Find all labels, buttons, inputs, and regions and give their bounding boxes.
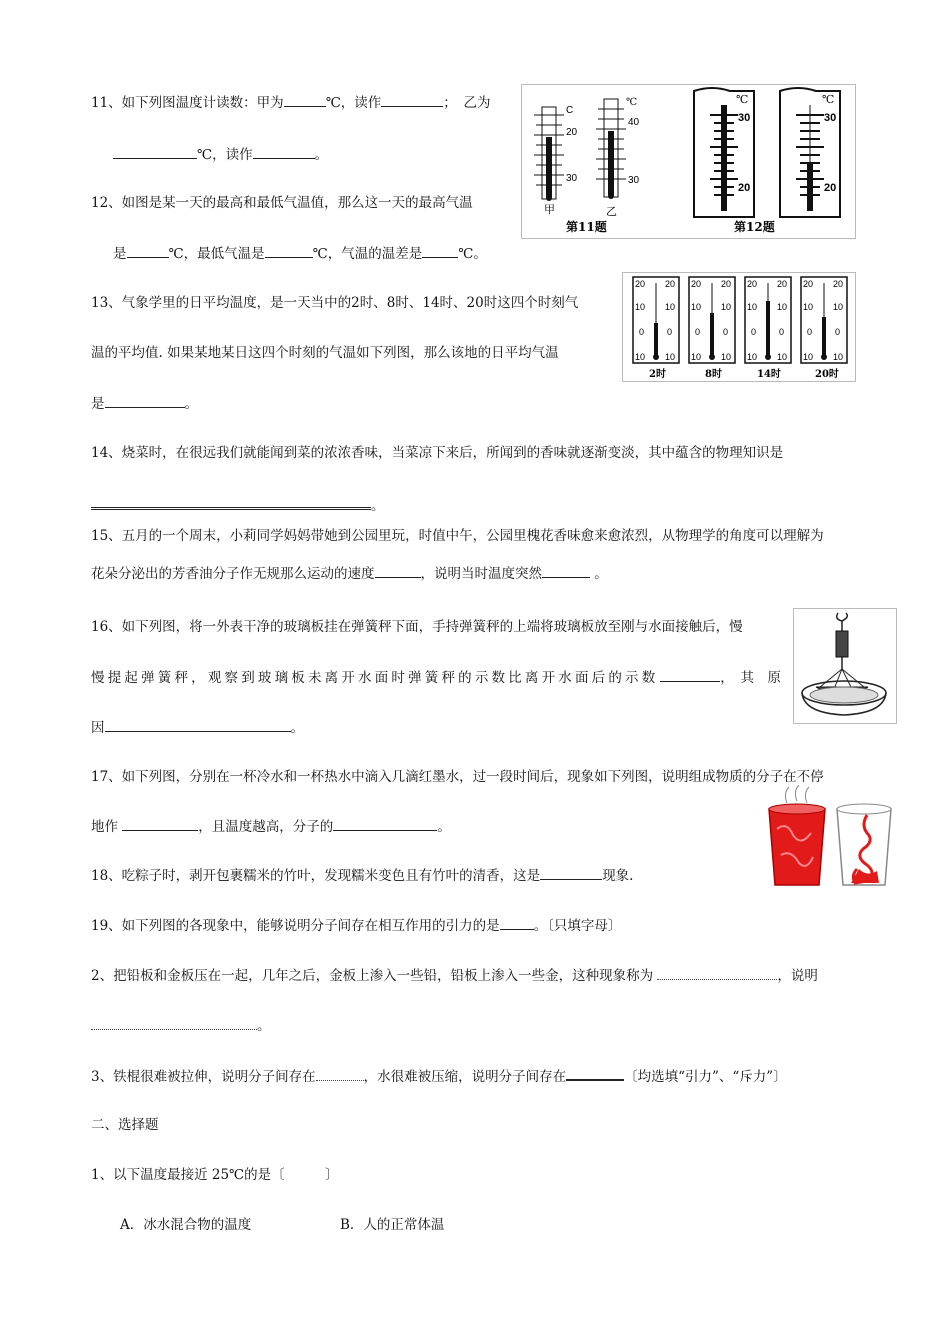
t20-bot-r: 10 bbox=[833, 352, 844, 362]
q11-blank-3[interactable] bbox=[113, 145, 197, 159]
q2-text-b: ，说明 bbox=[777, 968, 818, 984]
figure-q17-red-ink-cups bbox=[763, 785, 896, 889]
choice-q1-option-b[interactable] bbox=[340, 1216, 444, 1234]
choice-q1-a-text: A．冰水混合物的温度 bbox=[120, 1217, 252, 1233]
q14-line2 bbox=[91, 494, 385, 515]
q11-blank-1[interactable] bbox=[284, 93, 326, 107]
section-2-title: 二、选择题 bbox=[91, 1117, 159, 1133]
q13-text-a: 13、气象学里的日平均温度，是一天当中的2时、8时、14时、20时这四个时刻气 bbox=[91, 295, 579, 311]
t8-mid-l: 10 bbox=[691, 302, 702, 312]
t8-zero-r: 0 bbox=[723, 327, 729, 337]
q2-line1 bbox=[91, 966, 818, 985]
q16-line1 bbox=[91, 618, 743, 636]
t8-top-l: 20 bbox=[691, 279, 702, 289]
q11-text-c: ； 乙为 bbox=[443, 95, 491, 111]
q19-text-b: 。〔只填字母〕 bbox=[533, 918, 622, 934]
q16-char: 未 bbox=[307, 670, 322, 686]
q3-blank-1[interactable] bbox=[316, 1067, 364, 1081]
t2-top-r: 20 bbox=[665, 279, 676, 289]
q3-blank-2[interactable] bbox=[566, 1066, 624, 1081]
q17-text-b: 地作 bbox=[91, 819, 118, 835]
thermometer-min bbox=[780, 88, 840, 217]
tick-max-1: 30 bbox=[738, 112, 751, 124]
t8-top-r: 20 bbox=[721, 279, 732, 289]
q16-text-a: 16、如下列图，将一外表干净的玻璃板挂在弹簧秤下面，手持弹簧秤的上端将玻璃板放至刚与水面接触后，慢 bbox=[91, 619, 743, 635]
q16-char: 水 bbox=[358, 670, 372, 686]
thermometer-jia bbox=[534, 105, 578, 216]
q16-char: 弹 bbox=[141, 670, 155, 686]
q16-line3 bbox=[91, 718, 304, 737]
q16-char: 的 bbox=[458, 670, 472, 686]
q16-char: 比 bbox=[508, 670, 522, 686]
q13-line3 bbox=[91, 394, 198, 413]
t20-bot-l: 10 bbox=[803, 352, 814, 362]
q15-blank-2[interactable] bbox=[542, 564, 590, 578]
q18-blank-1[interactable] bbox=[540, 866, 602, 880]
t20-zero-l: 0 bbox=[807, 327, 813, 337]
t20-mid-l: 10 bbox=[803, 302, 814, 312]
q11-line2 bbox=[113, 145, 328, 164]
q12-line2 bbox=[113, 244, 487, 263]
choice-q1-line bbox=[91, 1166, 339, 1184]
hot-water-cup bbox=[769, 785, 825, 885]
q12-blank-1[interactable] bbox=[127, 244, 169, 258]
q16-char: ， bbox=[191, 670, 205, 686]
q16-char: 玻 bbox=[257, 670, 272, 686]
q16-text-c: ， 其 原 bbox=[720, 670, 781, 686]
q3-line1 bbox=[91, 1066, 787, 1086]
q18-text-b: 现象. bbox=[602, 868, 634, 884]
t14-zero-r: 0 bbox=[779, 327, 785, 337]
tick-yi-1: 40 bbox=[628, 117, 640, 128]
unit-max: ℃ bbox=[736, 93, 749, 106]
label-jia: 甲 bbox=[544, 203, 555, 216]
q17-blank-2[interactable] bbox=[333, 817, 437, 831]
time-20h: 20时 bbox=[815, 369, 839, 380]
q12-line1 bbox=[91, 194, 473, 212]
q3-text-c: 〔均选填“引力”、“斥力”〕 bbox=[624, 1069, 787, 1085]
thermo-8h bbox=[689, 277, 735, 363]
figure-q16-spring-scale bbox=[793, 608, 897, 724]
q16-char: 簧 bbox=[424, 670, 439, 686]
t14-bot-l: 10 bbox=[747, 352, 758, 362]
q16-char: 后 bbox=[591, 670, 606, 686]
q11-text-a: 11、如下列图温度计读数：甲为 bbox=[91, 95, 284, 111]
q16-blank-1[interactable] bbox=[660, 668, 721, 682]
q16-char: 水 bbox=[558, 670, 572, 686]
q2-line2 bbox=[91, 1016, 271, 1035]
q16-char: 数 bbox=[491, 670, 505, 686]
q16-char: 开 bbox=[541, 670, 556, 686]
t14-zero-l: 0 bbox=[751, 327, 757, 337]
thermometer-max bbox=[694, 88, 754, 217]
q12-blank-2[interactable] bbox=[265, 244, 313, 258]
t20-top-r: 20 bbox=[833, 279, 844, 289]
q16-char: 秤 bbox=[174, 670, 188, 686]
t14-top-r: 20 bbox=[777, 279, 788, 289]
q16-char: 观 bbox=[207, 670, 222, 686]
q16-char: 时 bbox=[391, 670, 405, 686]
q16-char: 簧 bbox=[157, 670, 172, 686]
unit-jia: C bbox=[566, 105, 574, 116]
q17-text-d: 。 bbox=[437, 819, 451, 835]
q11-text-b: ℃，读作 bbox=[325, 95, 382, 111]
tick-min-1: 30 bbox=[824, 112, 837, 124]
tick-jia-2: 30 bbox=[566, 173, 578, 184]
q12-text-d: ℃，气温的温差是 bbox=[312, 246, 423, 262]
q3-text-a: 3、铁棍很难被拉伸，说明分子间存在 bbox=[91, 1069, 316, 1085]
q12-text-b: 是 bbox=[113, 246, 127, 262]
unit-min: ℃ bbox=[822, 93, 835, 106]
q19-line1 bbox=[91, 916, 621, 935]
section-2-heading bbox=[91, 1116, 159, 1134]
q17-text-c: ，且温度越高，分子的 bbox=[198, 819, 334, 835]
label-yi: 乙 bbox=[606, 205, 617, 218]
t8-bot-l: 10 bbox=[691, 352, 702, 362]
q17-line1 bbox=[91, 768, 824, 786]
q11-text-d: ℃，读作 bbox=[197, 147, 253, 163]
q16-char: 到 bbox=[241, 670, 255, 686]
q14-line1 bbox=[91, 444, 783, 462]
q13-line1 bbox=[91, 294, 578, 312]
q16-char: 面 bbox=[574, 670, 589, 686]
q17-text-a: 17、如下列图，分别在一杯冷水和一杯热水中滴入几滴红墨水，过一段时间后，现象如下列图，说明组成物质的分子在不停 bbox=[91, 769, 824, 785]
q16-char: 数 bbox=[641, 670, 656, 686]
q16-text-e: 。 bbox=[290, 720, 304, 736]
q16-char: 板 bbox=[291, 670, 305, 686]
t2-zero-r: 0 bbox=[667, 327, 673, 337]
q2-blank-2[interactable] bbox=[91, 1016, 257, 1030]
q3-text-b: ，水很难被压缩，说明分子间存在 bbox=[363, 1069, 567, 1085]
t8-mid-r: 10 bbox=[721, 302, 732, 312]
cold-water-cup bbox=[837, 804, 891, 885]
q16-char: 提 bbox=[107, 670, 122, 686]
q18-text-a: 18、吃粽子时，剥开包裹糯米的竹叶，发现糯米变色且有竹叶的清香，这是 bbox=[91, 868, 541, 884]
t14-bot-r: 10 bbox=[777, 352, 788, 362]
q11-blank-4[interactable] bbox=[253, 145, 315, 159]
q16-char: 慢 bbox=[91, 670, 105, 686]
thermometer-yi bbox=[596, 97, 640, 218]
q15-text-c: ，说明当时温度突然 bbox=[420, 566, 542, 582]
q16-char: 面 bbox=[374, 670, 389, 686]
t14-top-l: 20 bbox=[747, 279, 758, 289]
t8-zero-l: 0 bbox=[695, 327, 701, 337]
q16-line2 bbox=[91, 668, 781, 687]
tick-max-2: 20 bbox=[738, 182, 751, 194]
q11-line1 bbox=[91, 93, 491, 112]
t2-bot-r: 10 bbox=[665, 352, 676, 362]
q17-blank-1[interactable] bbox=[122, 817, 198, 831]
q13-blank-1[interactable] bbox=[105, 394, 185, 408]
choice-q1-text: 1、以下温度最接近 25℃的是〔 〕 bbox=[91, 1167, 339, 1183]
q13-text-b: 温的平均值. 如果某地某日这四个时刻的气温如下列图，那么该地的日平均气温 bbox=[91, 345, 559, 361]
choice-q1-b-text: B．人的正常体温 bbox=[340, 1217, 445, 1233]
t2-zero-l: 0 bbox=[639, 327, 645, 337]
q2-blank-1[interactable] bbox=[657, 966, 777, 980]
q12-text-c: ℃，最低气温是 bbox=[168, 246, 265, 262]
q17-line2 bbox=[91, 817, 451, 836]
q16-char: 示 bbox=[474, 670, 489, 686]
tick-jia-1: 20 bbox=[566, 127, 578, 138]
q16-char: 起 bbox=[124, 670, 138, 686]
tick-yi-2: 30 bbox=[628, 175, 640, 186]
q11-blank-2[interactable] bbox=[381, 93, 443, 107]
q13-text-c: 是 bbox=[91, 396, 105, 412]
q16-char: 示 bbox=[625, 670, 639, 686]
q16-blank-2[interactable] bbox=[105, 718, 291, 732]
t2-mid-r: 10 bbox=[665, 302, 676, 312]
caption-q12: 第12题 bbox=[734, 220, 775, 234]
q15-line1 bbox=[91, 527, 824, 545]
q12-text-a: 12、如图是某一天的最高和最低气温值，那么这一天的最高气温 bbox=[91, 195, 473, 211]
q12-blank-3[interactable] bbox=[422, 244, 458, 258]
t2-mid-l: 10 bbox=[635, 302, 646, 312]
q16-char: 开 bbox=[341, 670, 355, 686]
q14-text-a: 14、烧菜时，在很远我们就能闻到菜的浓浓香味，当菜凉下来后，所闻到的香味就逐渐变淡，其中蕴含的物理知识是 bbox=[91, 445, 784, 461]
q16-spread-text bbox=[91, 669, 656, 687]
q16-char: 的 bbox=[608, 670, 622, 686]
t14-mid-l: 10 bbox=[747, 302, 758, 312]
tick-min-2: 20 bbox=[824, 182, 837, 194]
q18-line1 bbox=[91, 866, 633, 885]
q16-char: 弹 bbox=[408, 670, 422, 686]
q16-char: 秤 bbox=[441, 670, 455, 686]
thermo-2h bbox=[633, 277, 679, 363]
t14-mid-r: 10 bbox=[777, 302, 788, 312]
figure-q11-q12 bbox=[521, 84, 856, 239]
time-8h: 8时 bbox=[705, 369, 722, 380]
thermo-20h bbox=[801, 277, 847, 363]
q19-text-a: 19、如下列图的各现象中，能够说明分子间存在相互作用的引力的是 bbox=[91, 918, 500, 934]
q11-text-e: 。 bbox=[314, 147, 329, 163]
t2-bot-l: 10 bbox=[635, 352, 646, 362]
unit-yi: ℃ bbox=[626, 97, 638, 108]
q2-text-c: 。 bbox=[257, 1018, 271, 1034]
q15-line2 bbox=[91, 564, 608, 583]
time-14h: 14时 bbox=[757, 369, 781, 380]
q15-text-b: 花朵分泌出的芳香油分子作无规那么运动的速度 bbox=[91, 566, 375, 582]
q12-text-e: ℃。 bbox=[458, 246, 487, 262]
q19-blank-1[interactable] bbox=[500, 916, 534, 930]
time-2h: 2时 bbox=[649, 369, 666, 380]
q16-char: 察 bbox=[224, 670, 238, 686]
q15-text-a: 15、五月的一个周末，小莉同学妈妈带她到公园里玩，时值中午，公园里槐花香味愈来愈浓烈，从物理学的角度可以理解为 bbox=[91, 528, 824, 544]
figure-q13 bbox=[622, 272, 856, 382]
q16-char: 离 bbox=[524, 670, 539, 686]
q2-text-a: 2、把铅板和金板压在一起，几年之后，金板上渗入一些铅，铅板上渗入一些金，这种现象称为 bbox=[91, 968, 654, 984]
spring-scale-svg bbox=[794, 609, 896, 723]
t8-bot-r: 10 bbox=[721, 352, 732, 362]
q15-text-d: 。 bbox=[594, 566, 608, 582]
t20-top-l: 20 bbox=[803, 279, 814, 289]
q16-char: 离 bbox=[324, 670, 339, 686]
t20-zero-r: 0 bbox=[835, 327, 841, 337]
choice-q1-option-a[interactable] bbox=[120, 1216, 251, 1234]
thermometer-figure-svg bbox=[522, 85, 855, 238]
q14-text-b: 。 bbox=[371, 498, 385, 514]
q13-text-d: 。 bbox=[184, 396, 198, 412]
four-thermometers-svg bbox=[623, 273, 855, 381]
q15-blank-1[interactable] bbox=[375, 564, 421, 578]
cups-svg bbox=[763, 785, 896, 889]
t2-top-l: 20 bbox=[635, 279, 646, 289]
q14-blank-1[interactable] bbox=[91, 494, 371, 510]
q16-char: 璃 bbox=[274, 670, 289, 686]
q16-text-d: 因 bbox=[91, 720, 105, 736]
thermo-14h bbox=[745, 277, 791, 363]
caption-q11: 第11题 bbox=[566, 220, 607, 234]
q13-line2 bbox=[91, 344, 559, 362]
t20-mid-r: 10 bbox=[833, 302, 844, 312]
